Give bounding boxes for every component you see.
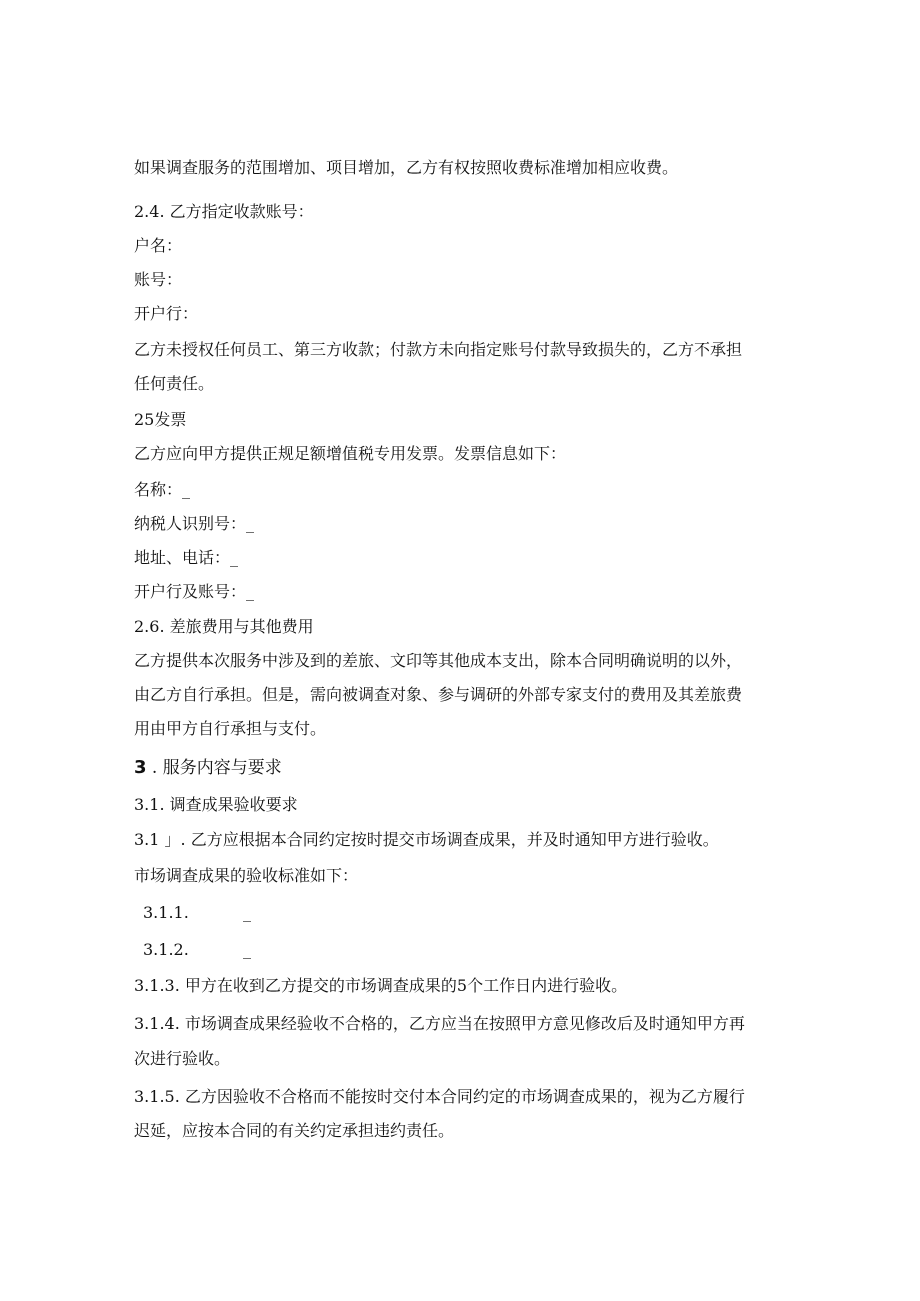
clause-2-4-heading: 2.4. 乙方指定收款账号： xyxy=(134,202,314,221)
invoice-address-phone-field: 地址、电话：_ xyxy=(134,548,239,567)
clause-3-1-4-line-2: 次进行验收。 xyxy=(134,1049,231,1068)
clause-3-1-1-intro: 3.1 」. 乙方应根据本合同约定按时提交市场调查成果，并及时通知甲方进行验收。 xyxy=(134,830,719,849)
bank-label: 开户行： xyxy=(134,304,199,323)
criteria-item-blank: _ xyxy=(243,903,251,922)
section-3-heading xyxy=(134,758,282,778)
section-3-number: 3 xyxy=(134,757,147,778)
invoice-taxpayer-id-field: 纳税人识别号：_ xyxy=(134,514,255,533)
paragraph-unauthorized-line-2: 任何责任。 xyxy=(134,374,215,393)
acceptance-criteria-intro: 市场调查成果的验收标准如下： xyxy=(134,866,359,885)
paragraph-travel-line-2: 由乙方自行承担。但是，需向被调查对象、参与调研的外部专家支付的费用及其差旅费 xyxy=(134,685,743,704)
account-number-label: 账号： xyxy=(134,270,183,289)
criteria-item-1 xyxy=(143,903,251,923)
paragraph-travel-line-1: 乙方提供本次服务中涉及到的差旅、文印等其他成本支出，除本合同明确说明的以外， xyxy=(134,651,743,670)
paragraph-invoice: 乙方应向甲方提供正规足额增值税专用发票。发票信息如下： xyxy=(134,444,567,463)
invoice-bank-account-field: 开户行及账号：_ xyxy=(134,582,255,601)
section-3-title: . 服务内容与要求 xyxy=(146,758,282,778)
criteria-item-number: 3.1.2. xyxy=(143,940,189,959)
clause-3-1-5-line-1: 3.1.5. 乙方因验收不合格而不能按时交付本合同约定的市场调查成果的，视为乙方履行 xyxy=(134,1087,745,1106)
clause-2-6-heading: 2.6. 差旅费用与其他费用 xyxy=(134,617,314,636)
criteria-item-number: 3.1.1. xyxy=(143,903,189,922)
clause-3-1-3: 3.1.3. 甲方在收到乙方提交的市场调查成果的5个工作日内进行验收。 xyxy=(134,976,628,995)
clause-3-1-heading: 3.1. 调查成果验收要求 xyxy=(134,795,298,814)
paragraph-scope-increase: 如果调查服务的范围增加、项目增加，乙方有权按照收费标准增加相应收费。 xyxy=(134,158,679,177)
account-name-label: 户名： xyxy=(134,236,183,255)
criteria-item-2 xyxy=(143,940,251,960)
invoice-name-field: 名称：_ xyxy=(134,480,191,499)
criteria-item-blank: _ xyxy=(243,940,251,959)
clause-3-1-4-line-1: 3.1.4. 市场调查成果经验收不合格的，乙方应当在按照甲方意见修改后及时通知甲方再 xyxy=(134,1014,745,1033)
clause-3-1-5-line-2: 迟延，应按本合同的有关约定承担违约责任。 xyxy=(134,1121,455,1140)
clause-2-5-heading: 25发票 xyxy=(134,410,187,429)
paragraph-travel-line-3: 用由甲方自行承担与支付。 xyxy=(134,719,327,738)
paragraph-unauthorized-line-1: 乙方未授权任何员工、第三方收款；付款方未向指定账号付款导致损失的，乙方不承担 xyxy=(134,340,743,359)
